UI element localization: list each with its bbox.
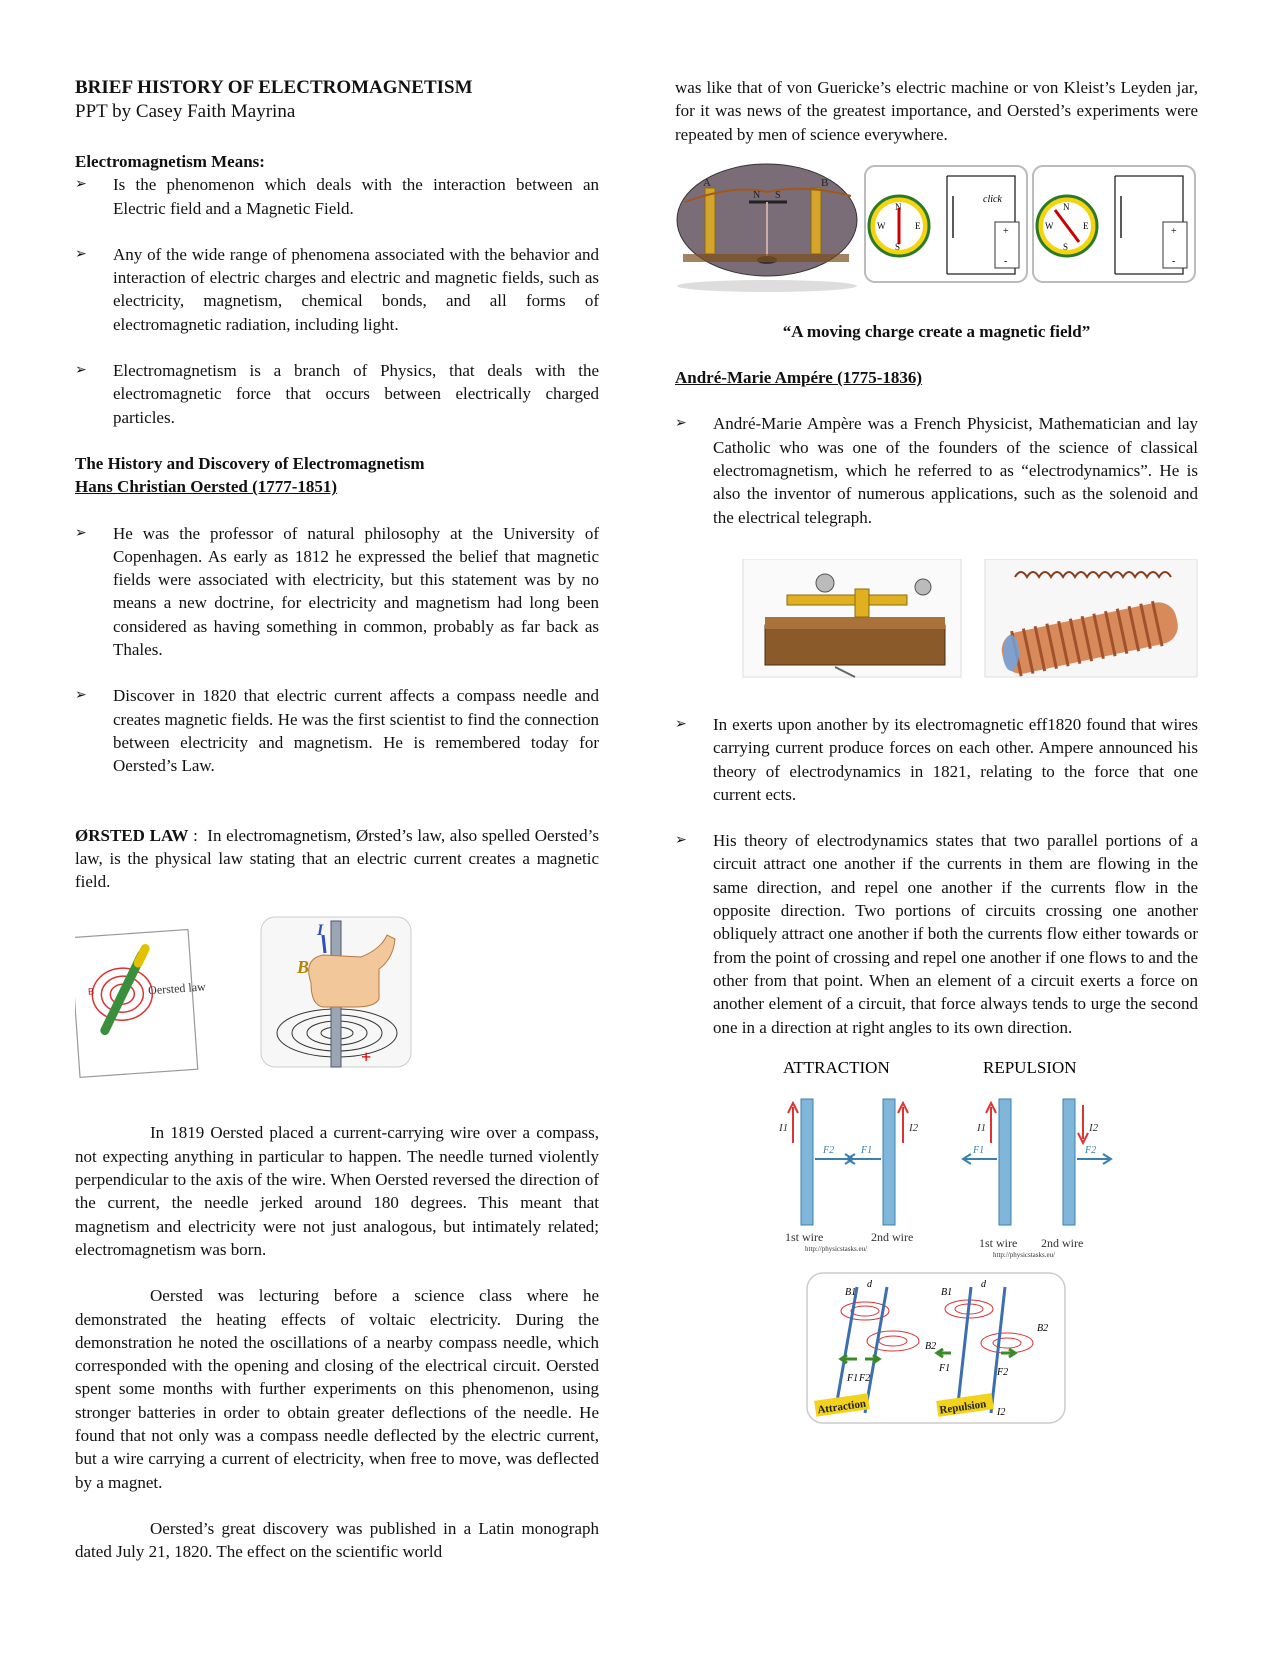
svg-text:W: W	[877, 220, 886, 231]
svg-text:-: -	[1004, 255, 1008, 267]
terminal-A: A	[703, 176, 711, 189]
oersted-law-term: ØRSTED LAW	[75, 825, 189, 845]
repulsion-tag: Repulsion	[938, 1397, 987, 1417]
svg-text:I2: I2	[909, 1121, 919, 1134]
oersted-heading: Hans Christian Oersted (1777-1851)	[75, 477, 338, 497]
oersted-law-card	[75, 929, 212, 1078]
svg-text:S: S	[1063, 241, 1069, 252]
svg-text:1st wire: 1st wire	[979, 1235, 1018, 1250]
paragraph-2: Oersted was lecturing before a science class where he demonstrated the heating effects of voltaic electricity. During the demonstration he noted the oscillations of a nearby compass needle, which corresponded with the opening and closing of the electrical circuit. Oersted spent some months with further experiments on this phenomenon, using stronger batteries in order to obtain greater deflections of the needle. He found that not only was a compass needle deflected by the electric current, but a wire carrying a current of electricity, when free to move, was deflected by a magnet.	[75, 1286, 599, 1492]
wire1-label: 1st wire	[785, 1229, 824, 1244]
svg-text:E: E	[1083, 220, 1089, 231]
history-heading: The History and Discovery of Electromagnetism	[75, 453, 425, 473]
svg-text:F2: F2	[1085, 1144, 1097, 1156]
svg-text:N: N	[895, 201, 902, 212]
svg-text:B2: B2	[925, 1340, 937, 1352]
bullet-arrow-icon: ➢	[75, 363, 87, 379]
telegraph-figure	[743, 559, 961, 677]
quote: “A moving charge create a magnetic field”	[782, 321, 1091, 341]
svg-text:2nd wire: 2nd wire	[1041, 1235, 1084, 1250]
svg-text:F2: F2	[823, 1144, 835, 1156]
means-bullet-3: ➢ Electromagnetism is a branch of Physics, that deals with the electromagnetic force that occurs between electrically charged particles.	[75, 361, 599, 427]
compass-circuit-1	[865, 166, 1027, 282]
svg-text:d: d	[867, 1278, 872, 1290]
click-label: click	[983, 193, 1002, 205]
document-subtitle: PPT by Casey Faith Mayrina	[75, 101, 296, 122]
right-hand-rule-figure	[261, 917, 411, 1067]
svg-text:E: E	[915, 220, 921, 231]
svg-text:F1: F1	[847, 1372, 859, 1384]
wire2-label: 2nd wire	[871, 1229, 914, 1244]
needle-S: S	[775, 189, 781, 201]
attraction-tag: Attraction	[816, 1397, 867, 1417]
bullet-arrow-icon: ➢	[675, 833, 687, 849]
svg-text:S: S	[895, 241, 901, 252]
telegraph-solenoid-figures	[675, 559, 1198, 687]
svg-text:+: +	[1171, 225, 1177, 237]
source-url-1: http://physicstasks.eu/	[805, 1244, 868, 1253]
attraction-wires	[778, 1099, 919, 1253]
left-column	[75, 76, 599, 1563]
svg-text:B2: B2	[1037, 1322, 1049, 1334]
svg-text:F2: F2	[859, 1372, 871, 1384]
svg-text:B1: B1	[941, 1286, 953, 1298]
oersted-card-label: Oersted law	[147, 979, 207, 998]
oersted-bullet-1: ➢ He was the professor of natural philosophy at the University of Copenhagen. As early as 1812 he expressed the belief that magnetic fields were associated with electricity, but this statement was by no means a new doctrine, for electricity and magnetism had long been considered as having something in common, probably as far back as Thales.	[75, 523, 599, 660]
svg-text:d: d	[981, 1278, 986, 1290]
svg-text:B: B	[87, 986, 95, 998]
means-bullet-2: ➢ Any of the wide range of phenomena associated with the behavior and interaction of electric charges and electric and magnetic fields, such as electricity, magnetism, chemical bonds, and all forms of electromagnetic radiation, including light.	[75, 244, 599, 334]
bullet-arrow-icon: ➢	[75, 688, 87, 704]
bullet-arrow-icon: ➢	[675, 716, 687, 732]
solenoid-figure	[985, 559, 1197, 677]
svg-text:+: +	[1003, 225, 1009, 237]
bullet-arrow-icon: ➢	[675, 416, 687, 432]
compass-experiment-figures	[675, 162, 1198, 292]
svg-text:F2: F2	[997, 1366, 1009, 1378]
attraction-repulsion-diagram	[675, 1051, 1198, 1431]
oersted-bullet-2: ➢ Discover in 1820 that electric current affects a compass needle and creates magnetic fields. He was the first scientist to find the connection between electricity and magnetism. He is remembered today for Oersted’s Law.	[75, 686, 599, 776]
paragraph-3-continued: was like that of von Guericke’s electric machine or von Kleist’s Leyden jar, for it was news of the greatest importance, and Oersted’s experiments were repeated by men of science everywhere.	[675, 78, 1198, 144]
needle-N: N	[753, 189, 761, 201]
svg-text:N: N	[1063, 201, 1070, 212]
svg-text:I1: I1	[779, 1121, 789, 1134]
svg-text:B1: B1	[845, 1286, 857, 1298]
bullet-arrow-icon: ➢	[75, 177, 87, 193]
terminal-B: B	[821, 176, 829, 189]
right-column	[675, 76, 1198, 1431]
svg-text:F1: F1	[939, 1362, 951, 1374]
attraction-label: ATTRACTION	[783, 1057, 890, 1077]
svg-text:W: W	[1045, 220, 1054, 231]
field-label-B: B	[297, 957, 310, 978]
svg-text:I2: I2	[997, 1406, 1006, 1418]
oersted-law-figures	[75, 913, 599, 1083]
ampere-bullet-3: ➢ His theory of electrodynamics states that two parallel portions of a circuit attract one another if the currents in them are flowing in the same direction, and repel one another if the currents flow in the opposite direction. Two portions of circuits crossing one another obliquely attract one another if both the currents flow either towards or from the point of crossing and repel one another if one flows to and the other from that point. When an element of a circuit exerts a force on another element of a circuit, that force always tends to urge the second one in a direction at right angles to its own direction.	[675, 831, 1198, 1037]
document-title: BRIEF HISTORY OF ELECTROMAGNETISM	[75, 77, 473, 98]
current-label-I: I	[317, 922, 324, 940]
oersted-law-definition: ØRSTED LAW : In electromagnetism, Ørsted’s law, also spelled Oersted’s law, is the physical law stating that an electric current creates a magnetic field.	[75, 825, 599, 892]
svg-text:-: -	[1172, 255, 1176, 267]
ampere-bullet-1: ➢ André-Marie Ampère was a French Physicist, Mathematician and lay Catholic who was one of the founders of the science of classical electromagnetism, which he referred to as “electrodynamics”. He is also the inventor of numerous applications, such as the solenoid and the electrical telegraph.	[675, 414, 1198, 527]
means-bullet-1: ➢ Is the phenomenon which deals with the interaction between an Electric field and a Magnetic Field.	[75, 175, 599, 218]
needle-apparatus	[677, 164, 857, 292]
ampere-bullet-2: ➢ In exerts upon another by its electromagnetic eff1820 found that wires carrying current produce forces on each other. Ampere announced his theory of electrodynamics in 1821, relating to the force that one current ects.	[675, 714, 1198, 804]
plus-sign: +	[361, 1047, 372, 1068]
paragraph-3: Oersted’s great discovery was published in a Latin monograph dated July 21, 1820. The effect on the scientific world	[75, 1518, 599, 1562]
bullet-arrow-icon: ➢	[75, 246, 87, 262]
ampere-heading: André-Marie Ampére (1775-1836)	[675, 368, 923, 388]
means-heading: Electromagnetism Means:	[75, 152, 265, 171]
svg-text:F1: F1	[861, 1144, 873, 1156]
source-url-2: http://physicstasks.eu/	[993, 1250, 1056, 1259]
svg-text:F1: F1	[973, 1144, 985, 1156]
svg-text:I2: I2	[1089, 1121, 1099, 1134]
compass-circuit-2	[1033, 166, 1195, 282]
repulsion-wires	[963, 1099, 1111, 1259]
bullet-arrow-icon: ➢	[75, 525, 87, 541]
svg-text:I1: I1	[977, 1121, 987, 1134]
paragraph-1: In 1819 Oersted placed a current-carrying wire over a compass, not expecting anything in particular to happen. The needle turned violently perpendicular to the axis of the wire. When Oersted reversed the direction of the current, the needle jerked around 180 degrees. This meant that magnetism and electricity were not just analogous, but intimately related; electromagnetism was born.	[75, 1123, 599, 1259]
repulsion-label: REPULSION	[983, 1057, 1077, 1077]
field-diagram	[807, 1273, 1065, 1423]
